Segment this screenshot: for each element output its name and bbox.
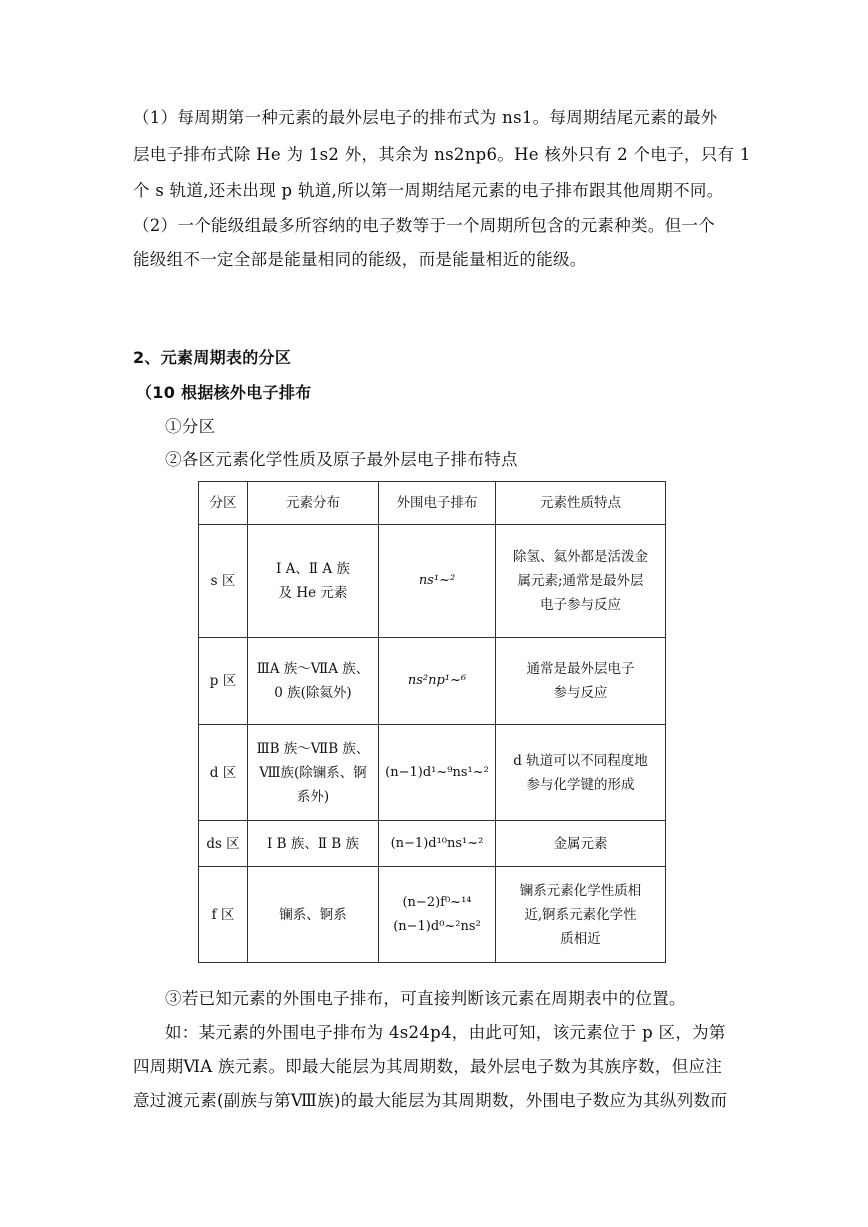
distribution-line: Ⅷ族(除镧系、锕 <box>259 764 367 781</box>
properties-line: d 轨道可以不同程度地 <box>513 752 648 769</box>
configuration-cell: ns²np¹~⁶ <box>379 638 496 725</box>
zone-cell: p 区 <box>199 638 248 725</box>
configuration-cell <box>379 867 496 963</box>
properties-cell <box>496 525 666 638</box>
properties-line: 参与反应 <box>553 685 608 701</box>
properties-cell <box>496 867 666 963</box>
para1-line1: （1）每周期第一种元素的最外层电子的排布式为 ns1。每周期结尾元素的最外 <box>133 108 718 127</box>
distribution-cell <box>248 525 379 638</box>
properties-line: 镧系元素化学性质相 <box>519 882 642 899</box>
zone-cell: d 区 <box>199 725 248 821</box>
distribution-line: ⅢB 族～ⅦB 族、 <box>256 740 370 757</box>
header-distribution: 元素分布 <box>248 482 379 525</box>
properties-line: 属元素;通常是最外层 <box>517 573 644 589</box>
configuration-line: (n−2)f⁰~¹⁴ <box>402 894 472 910</box>
header-configuration: 外围电子排布 <box>379 482 496 525</box>
table-row <box>199 867 666 963</box>
zone-cell: ds 区 <box>199 821 248 867</box>
table-row <box>199 525 666 638</box>
distribution-line: Ⅰ A、Ⅱ A 族 <box>276 561 350 577</box>
distribution-line: 0 族(除氦外) <box>274 685 352 701</box>
para3-line1: 如：某元素的外围电子排布为 4s24p4，由此可知，该元素位于 p 区，为第 <box>165 1023 726 1042</box>
distribution-cell: Ⅰ B 族、Ⅱ B 族 <box>248 821 379 867</box>
properties-cell <box>496 725 666 821</box>
properties-line: 质相近 <box>560 930 601 947</box>
distribution-cell <box>248 638 379 725</box>
properties-cell: 金属元素 <box>496 821 666 867</box>
properties-line: 除氢、氦外都是活泼金 <box>513 549 648 565</box>
configuration-cell: (n−1)d¹~⁹ns¹~² <box>379 725 496 821</box>
configuration-cell: (n−1)d¹⁰ns¹~² <box>379 821 496 867</box>
properties-line: 通常是最外层电子 <box>526 661 635 677</box>
distribution-line: 及 He 元素 <box>278 585 348 601</box>
subsection-title: （10 根据核外电子排布 <box>136 383 312 402</box>
distribution-cell <box>248 725 379 821</box>
table-row <box>199 638 666 725</box>
para1-line3: 个 s 轨道,还未出现 p 轨道,所以第一周期结尾元素的电子排布跟其他周期不同。 <box>133 181 724 200</box>
para2-line2: 能级组不一定全部是能量相同的能级，而是能量相近的能级。 <box>133 250 587 269</box>
properties-line: 近,锕系元素化学性 <box>524 906 637 923</box>
configuration-line: (n−1)d⁰~²ns² <box>393 918 481 934</box>
table-header-row <box>199 482 666 525</box>
section-title: 2、元素周期表的分区 <box>133 348 292 367</box>
para3-line2: 四周期ⅥA 族元素。即最大能层为其周期数，最外层电子数为其族序数，但应注 <box>133 1057 723 1076</box>
zone-cell: f 区 <box>199 867 248 963</box>
item-2: ②各区元素化学性质及原子最外层电子排布特点 <box>165 450 518 469</box>
properties-cell <box>496 638 666 725</box>
header-properties: 元素性质特点 <box>496 482 666 525</box>
para3-line3: 意过渡元素(副族与第Ⅷ族)的最大能层为其周期数，外围电子数应为其纵列数而 <box>133 1091 728 1110</box>
properties-line: 参与化学键的形成 <box>526 776 635 793</box>
item-3: ③若已知元素的外围电子排布，可直接判断该元素在周期表中的位置。 <box>165 989 686 1008</box>
para2-line1: （2）一个能级组最多所容纳的电子数等于一个周期所包含的元素种类。但一个 <box>133 216 715 235</box>
item-1: ①分区 <box>165 417 216 436</box>
distribution-cell: 镧系、锕系 <box>248 867 379 963</box>
header-zone: 分区 <box>199 482 248 525</box>
table-row <box>199 821 666 867</box>
para1-line2: 层电子排布式除 He 为 1s2 外，其余为 ns2np6。He 核外只有 2 个电子，只有 1 <box>133 145 751 164</box>
properties-line: 电子参与反应 <box>540 597 621 613</box>
distribution-line: ⅢA 族～ⅦA 族、 <box>256 661 370 677</box>
zone-cell: s 区 <box>199 525 248 638</box>
table-row <box>199 725 666 821</box>
distribution-line: 系外) <box>296 788 330 805</box>
configuration-cell: ns¹~² <box>379 525 496 638</box>
zone-table <box>198 481 666 963</box>
